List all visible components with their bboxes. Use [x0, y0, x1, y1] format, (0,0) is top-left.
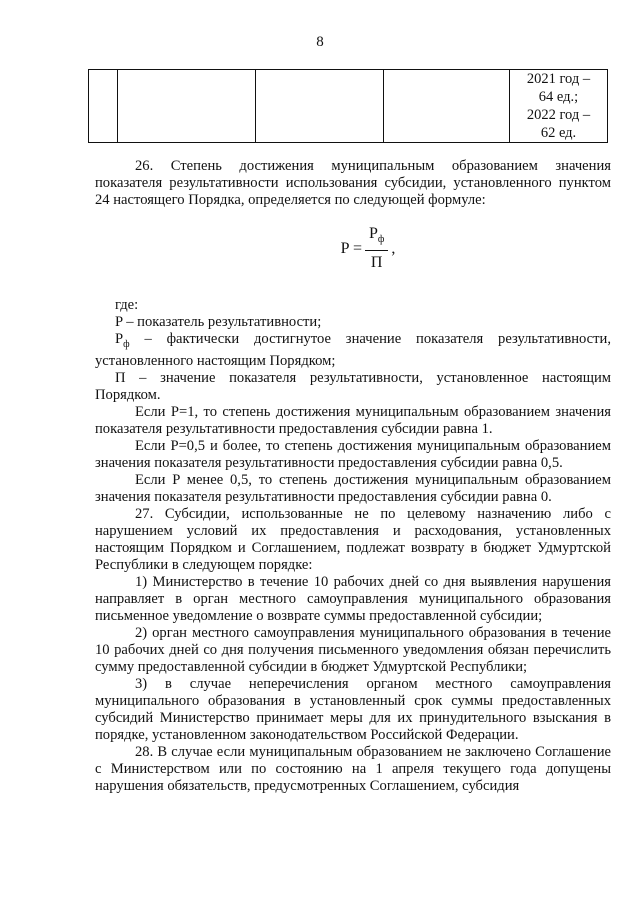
pf-subscript: ф [123, 339, 130, 351]
numerator-subscript: ф [377, 234, 385, 246]
cell-line: 62 ед. [540, 125, 577, 141]
table-cell [256, 70, 384, 143]
definition-pf [95, 331, 611, 370]
table-cell [89, 70, 118, 143]
page-number: 8 [316, 34, 324, 50]
paragraph-27-item-3: 3) в случае неперечисления органом местного самоуправления муниципального образования в установленный срок суммы предоставленных субсидий Министерство принимает меры для их принудительного взыскания в порядке, установленном законодательством Российской Федерации. [95, 676, 611, 744]
table-cell [384, 70, 510, 143]
formula-lhs: P = [340, 239, 362, 257]
condition-p-less-half: Если P менее 0,5, то степень достижения муниципальным образованием значения показателя результативности предоставления субсидии равна 0. [95, 472, 611, 506]
formula-numerator [365, 225, 388, 251]
cell-line: 2021 год – [526, 71, 591, 87]
condition-p-half-or-more: Если P=0,5 и более, то степень достижения муниципальным образованием значения показателя результативности предоставления субсидии равна 0,5. [95, 438, 611, 472]
pf-text: – фактически достигнутое значение показателя результативности, установленного настоящим Порядком; [95, 331, 611, 370]
table-cell-values [510, 70, 608, 143]
paragraph-27-item-2: 2) орган местного самоуправления муниципального образования в течение 10 рабочих дней со дня получения письменного уведомления обязан перечислить сумму предоставленной субсидии в бюджет Удмуртской Республики; [95, 625, 611, 676]
formula-tail: , [391, 239, 396, 257]
document-body [95, 158, 611, 795]
cell-line: 2022 год – [526, 107, 591, 123]
table-row [89, 70, 608, 143]
paragraph-27: 27. Субсидии, использованные не по целевому назначению либо с нарушением условий их предоставления и расходования, установленных настоящим Порядком и Соглашением, подлежат возврату в бюджет Удмуртской Республики в следующем порядке: [95, 506, 611, 574]
cell-line: 64 ед.; [538, 89, 579, 105]
definition-p: P – показатель результативности; [115, 314, 322, 331]
numerator-symbol: P [368, 225, 378, 242]
formula-denominator: П [370, 254, 383, 272]
pf-symbol: P [115, 331, 124, 348]
condition-p-equals-1: Если P=1, то степень достижения муниципальным образованием значения показателя результативности предоставления субсидии равна 1. [95, 404, 611, 438]
continued-table [88, 69, 608, 143]
formula-fraction [365, 225, 388, 271]
paragraph-26: 26. Степень достижения муниципальным образованием значения показателя результативности использования субсидии, установленного пунктом 24 настоящего Порядка, определяется по следующей формуле: [95, 158, 611, 208]
definition-pi: П – значение показателя результативности, установленное настоящим Порядком. [95, 370, 611, 404]
formula [125, 225, 611, 271]
where-label: где: [115, 297, 139, 314]
paragraph-28: 28. В случае если муниципальным образованием не заключено Соглашение с Министерством или по состоянию на 1 апреля текущего года допущены нарушения обязательств, предусмотренных Соглашением, субсидия [95, 744, 611, 795]
table-cell [118, 70, 256, 143]
paragraph-27-item-1: 1) Министерство в течение 10 рабочих дней со дня выявления нарушения направляет в орган местного самоуправления муниципального образования письменное уведомление о возврате суммы предоставленной субсидии; [95, 574, 611, 625]
